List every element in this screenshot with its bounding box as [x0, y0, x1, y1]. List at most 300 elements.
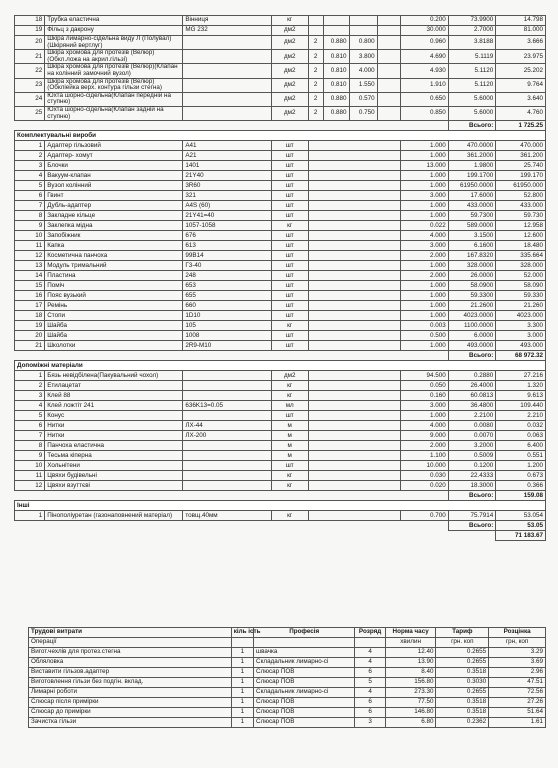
item-name: Цвяхи будівельні	[45, 471, 183, 481]
column-header: Норма часу	[385, 628, 436, 638]
item-sum: 0.063	[496, 431, 546, 441]
spacer	[308, 371, 401, 381]
item-unit: дм2	[271, 107, 308, 121]
item-qty: 1.000	[401, 201, 448, 211]
operation-name: Виготовлення гільзи без подгін. вклад.	[29, 678, 232, 688]
time-norm: 146.80	[385, 708, 436, 718]
item-sum: 81.000	[496, 26, 546, 36]
item-price: 36.4800	[448, 401, 495, 411]
item-qty: 1.000	[401, 411, 448, 421]
item-qty: 1.000	[401, 211, 448, 221]
item-name: Клей 88	[45, 391, 183, 401]
item-sum: 3.640	[496, 92, 546, 106]
item-price: 2.7000	[448, 26, 495, 36]
rate: 2.96	[489, 668, 546, 678]
item-sum: 0.551	[496, 451, 546, 461]
item-unit: кг	[271, 221, 308, 231]
item-name: Шайба	[45, 321, 183, 331]
item-price: 361.2000	[448, 151, 495, 161]
auxiliary-total-value: 159.08	[496, 491, 546, 501]
item-name: Нитки	[45, 431, 183, 441]
table-row	[15, 181, 546, 191]
item-qty: 1.000	[401, 341, 448, 351]
spacer	[377, 26, 401, 36]
item-unit: шт	[271, 331, 308, 341]
item-spec: A4S (60)	[183, 201, 272, 211]
row-number: 19	[15, 321, 45, 331]
table-row	[29, 648, 546, 658]
other-total-row	[15, 521, 546, 541]
spacer	[308, 391, 401, 401]
item-price: 3.8188	[448, 36, 495, 50]
item-spec	[183, 107, 272, 121]
item-unit: дм2	[271, 50, 308, 64]
row-number: 1	[15, 141, 45, 151]
table-row	[15, 381, 546, 391]
rate: 1.61	[489, 718, 546, 728]
table-row	[15, 201, 546, 211]
column-header: Професія	[254, 628, 355, 638]
item-spec: 613	[183, 241, 272, 251]
table-row	[15, 441, 546, 451]
item-sum: 0.673	[496, 471, 546, 481]
item-unit: шт	[271, 281, 308, 291]
materials-section	[15, 16, 546, 121]
item-unit: м	[271, 451, 308, 461]
operation-name: Вигот.чехлів для протез.стегна	[29, 648, 232, 658]
item-unit: шт	[271, 201, 308, 211]
row-number: 6	[15, 191, 45, 201]
item-k: 2	[308, 92, 323, 106]
table-row	[29, 668, 546, 678]
item-spec	[183, 64, 272, 78]
item-name: Хольнітени	[45, 461, 183, 471]
grade: 5	[355, 678, 385, 688]
row-number: 6	[15, 421, 45, 431]
column-header: Розцінка	[489, 628, 546, 638]
item-name: Шайба	[45, 331, 183, 341]
item-spec: 676	[183, 231, 272, 241]
other-total-label: Всього:	[448, 521, 495, 531]
item-unit: шт	[271, 231, 308, 241]
item-unit: м	[271, 421, 308, 431]
item-qty: 10.000	[401, 461, 448, 471]
item-qty: 1.000	[401, 171, 448, 181]
spacer	[377, 16, 401, 26]
item-spec	[183, 451, 272, 461]
row-number: 8	[15, 211, 45, 221]
grade: 4	[355, 648, 385, 658]
row-number: 1	[15, 371, 45, 381]
item-sum: 470.000	[496, 141, 546, 151]
table-row	[15, 92, 546, 106]
operation-name: Слюсар до примірки	[29, 708, 232, 718]
item-sum: 58.090	[496, 281, 546, 291]
materials-total-value: 1 725.25	[496, 121, 546, 131]
row-number: 23	[15, 78, 45, 92]
table-row	[29, 688, 546, 698]
spacer	[308, 231, 401, 241]
item-name: Вакуум-клапан	[45, 171, 183, 181]
item-qty: 0.030	[401, 471, 448, 481]
item-sum: 109.440	[496, 401, 546, 411]
row-number: 21	[15, 50, 45, 64]
components-title: Комплектувальні вироби	[15, 131, 546, 141]
row-number: 5	[15, 181, 45, 191]
item-price: 75.7914	[448, 511, 495, 521]
spacer	[308, 201, 401, 211]
item-spec: 2R9-M10	[183, 341, 272, 351]
row-number: 13	[15, 261, 45, 271]
spacer	[308, 451, 401, 461]
item-spec: 1008	[183, 331, 272, 341]
auxiliary-total-label: Всього:	[448, 491, 495, 501]
table-row	[15, 78, 546, 92]
item-k	[308, 16, 323, 26]
table-row	[15, 241, 546, 251]
item-sum: 21.260	[496, 301, 546, 311]
item-spec: 655	[183, 291, 272, 301]
item-price: 0.2880	[448, 371, 495, 381]
item-name: Адаптер- хомут	[45, 151, 183, 161]
item-a: 0.880	[323, 107, 349, 121]
labor-header-row	[29, 628, 546, 638]
item-unit: дм2	[271, 92, 308, 106]
spacer	[308, 461, 401, 471]
item-unit: дм2	[271, 78, 308, 92]
row-number: 9	[15, 221, 45, 231]
spacer	[308, 411, 401, 421]
materials-total-label: Всього:	[448, 121, 495, 131]
item-sum: 199.170	[496, 171, 546, 181]
item-sum: 2.210	[496, 411, 546, 421]
item-qty: 0.700	[401, 511, 448, 521]
item-name: Конус	[45, 411, 183, 421]
spacer	[308, 151, 401, 161]
item-price: 589.0000	[448, 221, 495, 231]
profession: Слюсар ПОВ	[254, 668, 355, 678]
item-sum: 0.366	[496, 481, 546, 491]
item-a: 0.880	[323, 92, 349, 106]
item-b	[349, 26, 377, 36]
grade: 4	[355, 688, 385, 698]
item-name: Етилацетат	[45, 381, 183, 391]
spacer	[308, 171, 401, 181]
item-qty: 1.000	[401, 261, 448, 271]
item-spec: 21Y41=40	[183, 211, 272, 221]
table-row	[15, 291, 546, 301]
labor-header	[29, 628, 546, 648]
spacer	[308, 401, 401, 411]
item-unit: шт	[271, 341, 308, 351]
spacer	[308, 421, 401, 431]
grade: 6	[355, 708, 385, 718]
row-number: 20	[15, 331, 45, 341]
item-spec	[183, 411, 272, 421]
item-qty: 0.500	[401, 331, 448, 341]
item-b: 1.550	[349, 78, 377, 92]
item-name: Нитки	[45, 421, 183, 431]
item-name: Гвинт	[45, 191, 183, 201]
item-spec: MG 232	[183, 26, 272, 36]
item-unit: кг	[271, 381, 308, 391]
components-total-value: 68 972.32	[496, 351, 546, 361]
item-qty: 2.000	[401, 251, 448, 261]
item-unit: дм2	[271, 64, 308, 78]
row-number: 4	[15, 171, 45, 181]
row-number: 25	[15, 107, 45, 121]
spacer	[308, 221, 401, 231]
item-k: 2	[308, 36, 323, 50]
item-sum: 335.664	[496, 251, 546, 261]
item-sum: 361.200	[496, 151, 546, 161]
item-spec: ЛХ-44	[183, 421, 272, 431]
table-row	[15, 431, 546, 441]
item-name: Шкіра лимарно-сідельна виду Л (Полувал)(Шкіряний вертлуг)	[45, 36, 183, 50]
item-sum: 4.760	[496, 107, 546, 121]
item-name: Юхта шорно-сідельна(Клапан задній на ступню)	[45, 107, 183, 121]
item-spec	[183, 371, 272, 381]
item-sum: 14.798	[496, 16, 546, 26]
item-spec	[183, 50, 272, 64]
row-number: 18	[15, 311, 45, 321]
item-name: Адаптер гільзовий	[45, 141, 183, 151]
item-qty: 94.500	[401, 371, 448, 381]
item-spec	[183, 36, 272, 50]
grade: 6	[355, 698, 385, 708]
item-qty: 0.160	[401, 391, 448, 401]
row-number: 3	[15, 391, 45, 401]
item-qty: 0.850	[401, 107, 448, 121]
grade: 6	[355, 668, 385, 678]
item-b: 0.750	[349, 107, 377, 121]
spacer	[308, 141, 401, 151]
item-qty: 30.000	[401, 26, 448, 36]
table-row	[15, 211, 546, 221]
time-norm: 77.50	[385, 698, 436, 708]
table-row	[15, 471, 546, 481]
item-sum: 23.975	[496, 50, 546, 64]
row-number: 14	[15, 271, 45, 281]
item-name: Запобіжник	[45, 231, 183, 241]
item-name: Трубка еластична	[45, 16, 183, 26]
other-section	[15, 501, 546, 511]
item-name: Шкіра хромова для протезів (Велюр)(Обкліейка верх. контура гільзи стегна)	[45, 78, 183, 92]
item-sum: 0.032	[496, 421, 546, 431]
operation-count: 1	[231, 708, 253, 718]
row-number: 17	[15, 301, 45, 311]
spacer	[308, 281, 401, 291]
item-price: 0.5009	[448, 451, 495, 461]
item-qty: 3.000	[401, 241, 448, 251]
row-number: 22	[15, 64, 45, 78]
table-row	[15, 321, 546, 331]
item-b	[349, 16, 377, 26]
row-number: 10	[15, 231, 45, 241]
item-unit: шт	[271, 151, 308, 161]
item-name: Шкіра хромова для протезів (Велюр)(Клапан на колінний замочний вузол)	[45, 64, 183, 78]
table-row	[15, 50, 546, 64]
profession: Складальник лимарно-сі	[254, 658, 355, 668]
spacer	[308, 181, 401, 191]
item-qty: 0.022	[401, 221, 448, 231]
item-spec: Вінниця	[183, 16, 272, 26]
table-row	[15, 64, 546, 78]
auxiliary-section	[15, 361, 546, 371]
item-sum: 27.216	[496, 371, 546, 381]
item-sum: 53.054	[496, 511, 546, 521]
item-price: 17.6000	[448, 191, 495, 201]
item-sum: 52.800	[496, 191, 546, 201]
item-spec: 1057-1058	[183, 221, 272, 231]
row-number: 11	[15, 471, 45, 481]
tariff: 0.3030	[436, 678, 489, 688]
spacer	[308, 211, 401, 221]
item-unit: шт	[271, 311, 308, 321]
item-price: 5.1120	[448, 64, 495, 78]
item-spec: 1401	[183, 161, 272, 171]
item-spec: товщ.40мм	[183, 511, 272, 521]
item-name: Пластина	[45, 271, 183, 281]
item-sum: 9.613	[496, 391, 546, 401]
table-row	[15, 231, 546, 241]
table-row	[15, 251, 546, 261]
item-qty: 1.000	[401, 291, 448, 301]
row-number: 4	[15, 401, 45, 411]
item-price: 5.1120	[448, 78, 495, 92]
item-spec	[183, 481, 272, 491]
table-row	[15, 141, 546, 151]
spacer	[308, 301, 401, 311]
grand-total-value: 71 183.67	[496, 531, 546, 541]
item-price: 26.4000	[448, 381, 495, 391]
operation-count: 1	[231, 698, 253, 708]
item-qty: 9.000	[401, 431, 448, 441]
item-qty: 1.000	[401, 301, 448, 311]
item-spec: A21	[183, 151, 272, 161]
spacer	[308, 331, 401, 341]
tariff: 0.2362	[436, 718, 489, 728]
table-row	[29, 708, 546, 718]
item-name: Пояс вузький	[45, 291, 183, 301]
item-unit: кг	[271, 471, 308, 481]
row-number: 16	[15, 291, 45, 301]
table-row	[15, 191, 546, 201]
item-price: 2.2100	[448, 411, 495, 421]
time-norm: 156.80	[385, 678, 436, 688]
item-a	[323, 16, 349, 26]
operation-count: 1	[231, 718, 253, 728]
labor-table	[28, 627, 546, 728]
item-name: Тесьма кіперна	[45, 451, 183, 461]
item-sum: 3.000	[496, 331, 546, 341]
item-unit: шт	[271, 261, 308, 271]
item-price: 5.6000	[448, 107, 495, 121]
column-header: кіль ість	[231, 628, 253, 638]
item-unit: шт	[271, 461, 308, 471]
item-k: 2	[308, 78, 323, 92]
spacer	[308, 251, 401, 261]
other-rows	[15, 511, 546, 521]
row-number: 3	[15, 161, 45, 171]
item-k: 2	[308, 64, 323, 78]
rate: 47.51	[489, 678, 546, 688]
item-qty: 4.000	[401, 421, 448, 431]
item-a: 0.880	[323, 36, 349, 50]
item-spec: ЛХ-200	[183, 431, 272, 441]
column-header: грн. коп	[436, 638, 489, 648]
item-spec: 105	[183, 321, 272, 331]
item-price: 493.0000	[448, 341, 495, 351]
item-name: Заклепка мідна	[45, 221, 183, 231]
spacer	[308, 471, 401, 481]
table-row	[15, 341, 546, 351]
item-name: Юхта шорно-сідельна(Клапан передній на ступню)	[45, 92, 183, 106]
item-sum: 61950.000	[496, 181, 546, 191]
tariff: 0.3518	[436, 668, 489, 678]
tariff: 0.3518	[436, 698, 489, 708]
item-price: 61950.0000	[448, 181, 495, 191]
item-price: 470.0000	[448, 141, 495, 151]
row-number: 7	[15, 201, 45, 211]
components-total-label: Всього:	[448, 351, 495, 361]
item-qty: 1.000	[401, 281, 448, 291]
item-qty: 0.003	[401, 321, 448, 331]
item-unit: шт	[271, 411, 308, 421]
item-price: 18.3000	[448, 481, 495, 491]
tariff: 0.3518	[436, 708, 489, 718]
row-number: 2	[15, 381, 45, 391]
rate: 72.56	[489, 688, 546, 698]
table-row	[29, 718, 546, 728]
item-sum: 59.330	[496, 291, 546, 301]
item-unit: кг	[271, 481, 308, 491]
item-name: Блочки	[45, 161, 183, 171]
item-unit: дм2	[271, 36, 308, 50]
spacer	[308, 511, 401, 521]
table-row	[15, 26, 546, 36]
item-name: Модуль тримальний	[45, 261, 183, 271]
item-price: 1100.0000	[448, 321, 495, 331]
item-price: 4023.0000	[448, 311, 495, 321]
spacer	[377, 36, 401, 50]
item-price: 22.4333	[448, 471, 495, 481]
item-unit: м	[271, 431, 308, 441]
item-spec: 660	[183, 301, 272, 311]
item-name: Фільц з дакрону	[45, 26, 183, 36]
profession: Слюсар ПОВ	[254, 708, 355, 718]
item-unit: шт	[271, 241, 308, 251]
item-name: Клей ложтіт 241	[45, 401, 183, 411]
spacer	[308, 431, 401, 441]
time-norm: 6.80	[385, 718, 436, 728]
item-sum: 4023.000	[496, 311, 546, 321]
item-spec	[183, 78, 272, 92]
item-spec	[183, 461, 272, 471]
item-unit: кг	[271, 511, 308, 521]
cost-table	[14, 15, 546, 541]
table-row	[15, 151, 546, 161]
item-qty: 1.000	[401, 141, 448, 151]
column-header	[355, 638, 385, 648]
item-qty: 4.690	[401, 50, 448, 64]
rate: 51.64	[489, 708, 546, 718]
table-row	[15, 161, 546, 171]
item-k	[308, 26, 323, 36]
spacer	[377, 64, 401, 78]
item-sum: 3.666	[496, 36, 546, 50]
auxiliary-total-row	[15, 491, 546, 501]
